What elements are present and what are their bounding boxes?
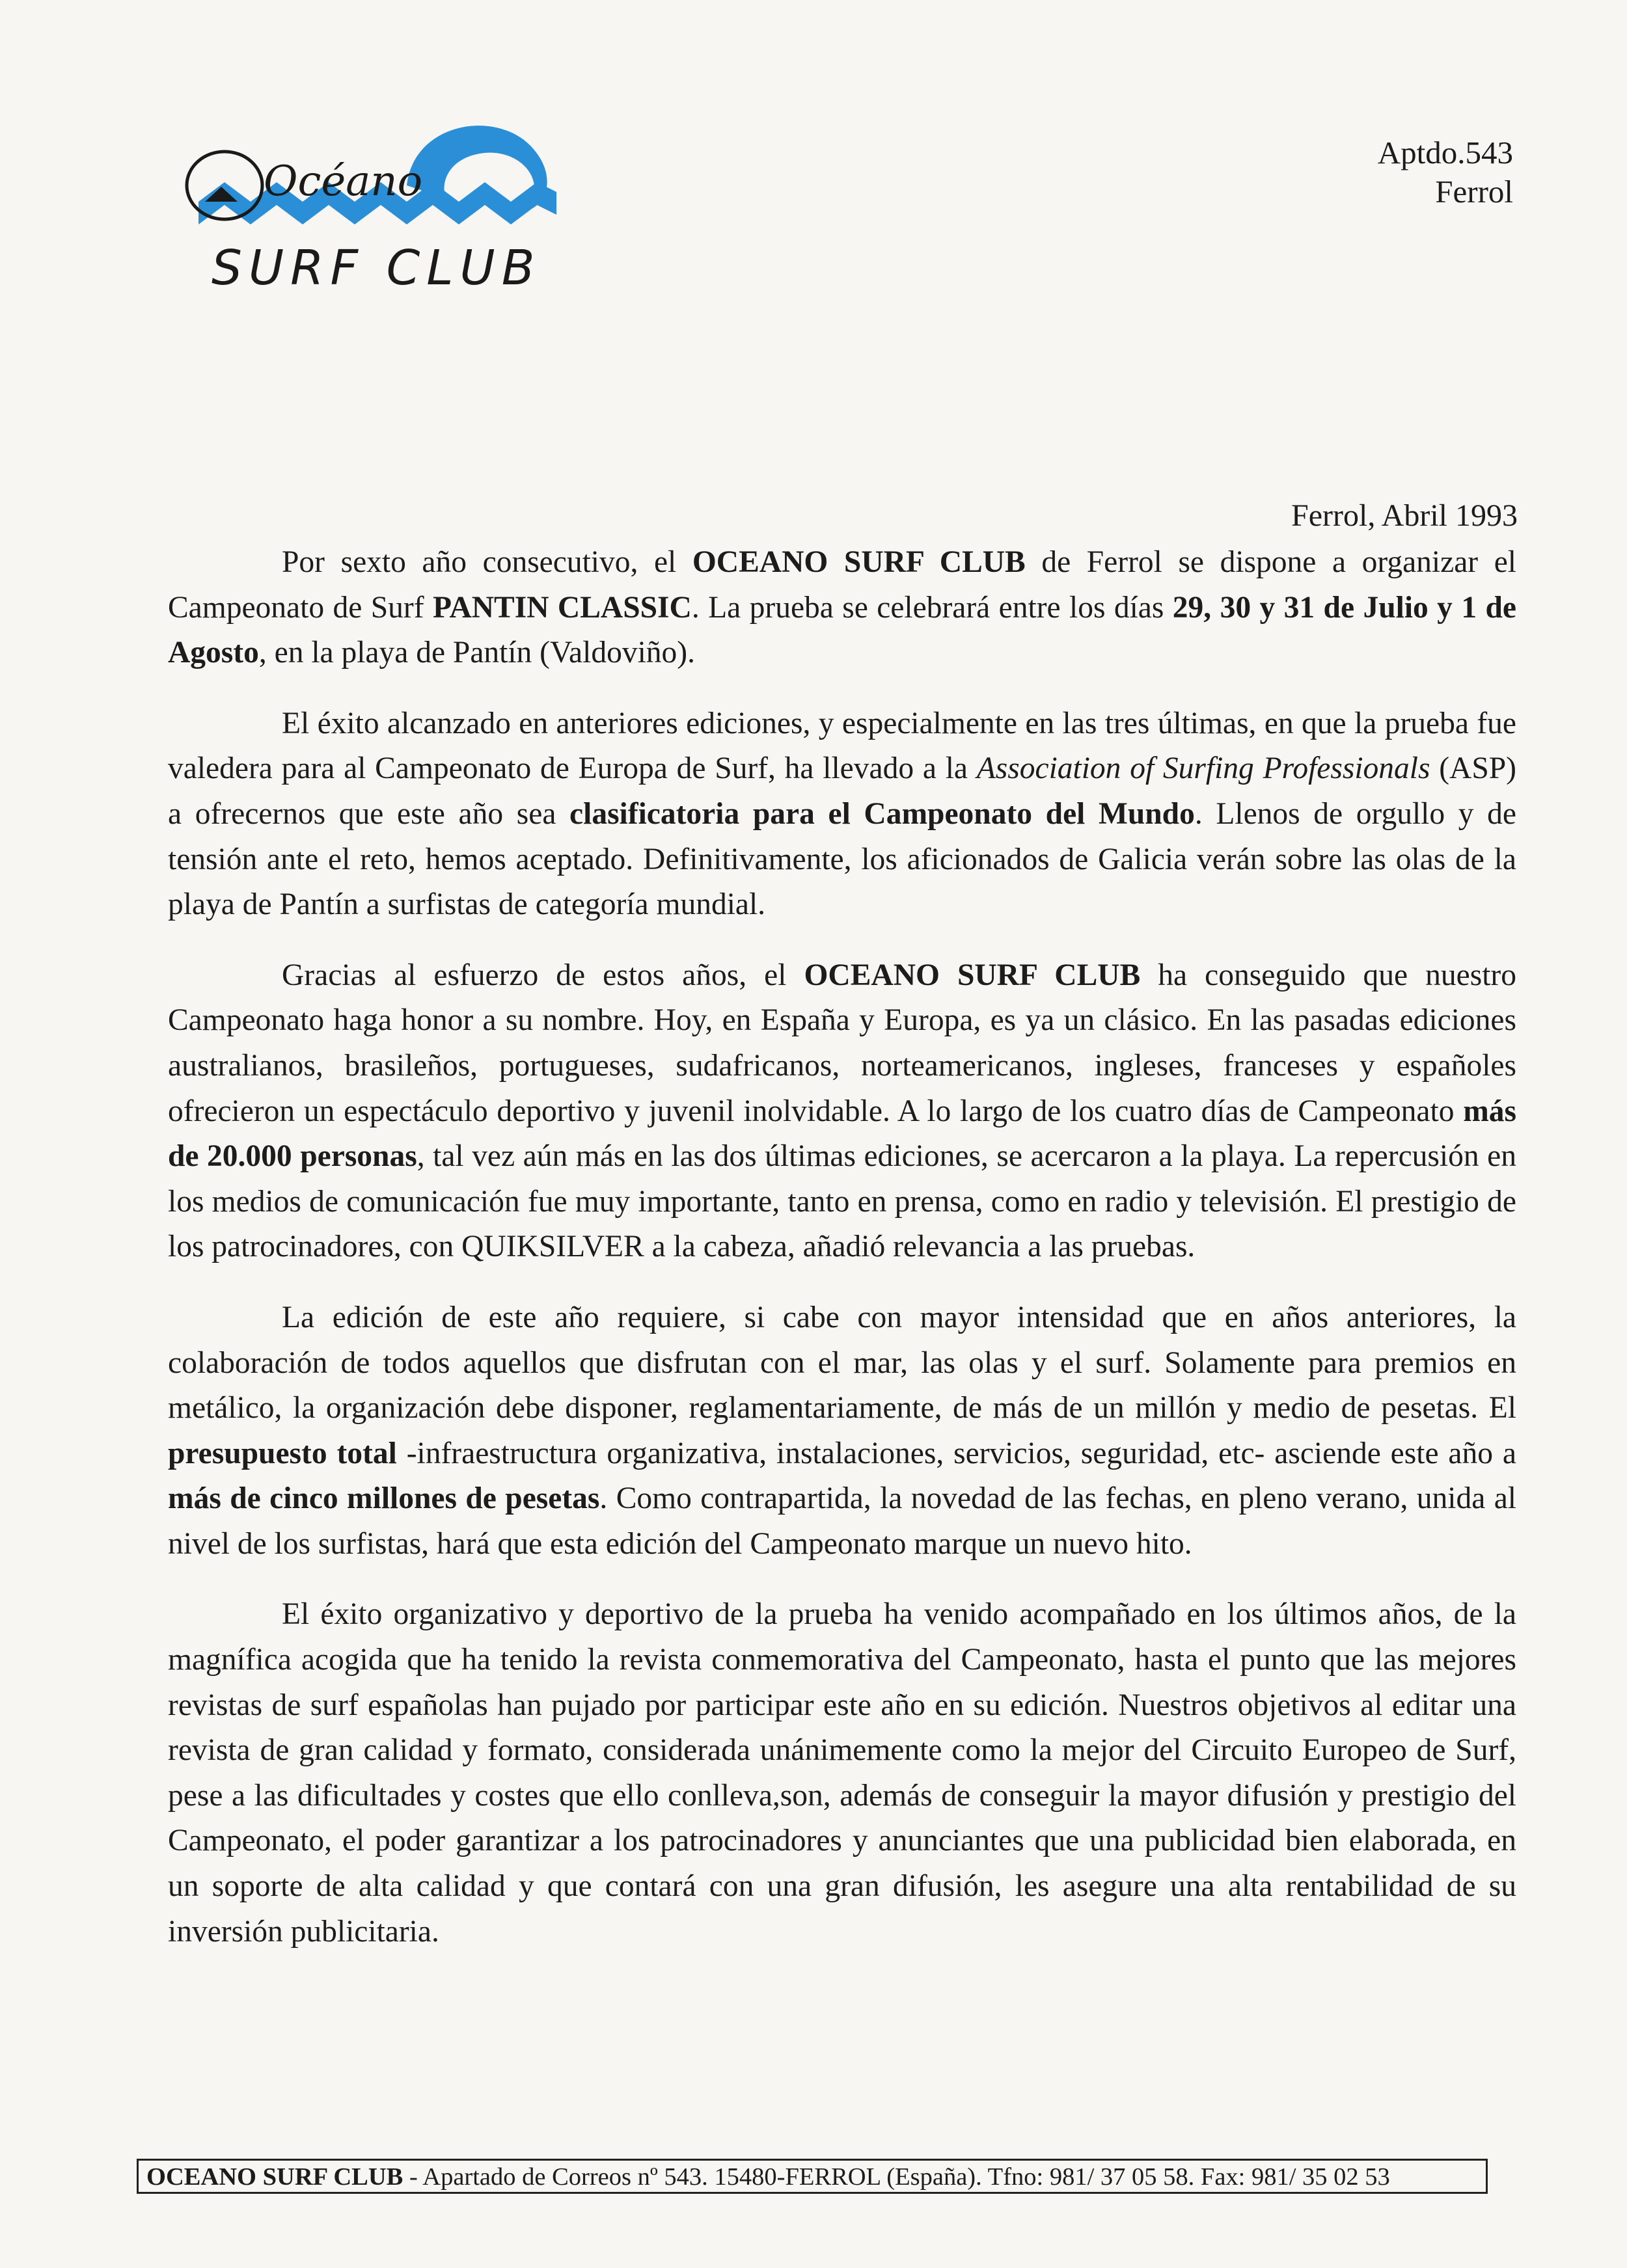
p4-budget: presupuesto total bbox=[168, 1436, 397, 1470]
paragraph-4 bbox=[168, 1295, 1516, 1567]
footer-details: - Apartado de Correos nº 543. 15480-FERROL (España). Tfno: 981/ 37 05 58. Fax: 981/ 35 02 53 bbox=[403, 2163, 1390, 2191]
letter-date: Ferrol, Abril 1993 bbox=[1291, 498, 1518, 533]
letter-body bbox=[168, 540, 1516, 1980]
wave-logo-icon bbox=[159, 114, 576, 303]
logo-subtitle: SURF CLUB bbox=[212, 240, 541, 296]
p3-attendance: más de 20.000 personas bbox=[168, 1094, 1516, 1174]
p3-club-name: OCEANO SURF CLUB bbox=[804, 958, 1141, 992]
p3-text-3: , tal vez aún más en las dos últimas ediciones, se acercaron a la playa. La repercusión en los medios de comunicación fue muy importante, tanto en prensa, como en radio y televisión. El prestigio de los patrocinadores, con QUIKSILVER a la cabeza, añadió relevancia a las pruebas. bbox=[168, 1139, 1516, 1264]
header-address bbox=[1378, 133, 1513, 211]
p1-club-name: OCEANO SURF CLUB bbox=[692, 545, 1026, 579]
paragraph-5 bbox=[168, 1592, 1516, 1954]
paragraph-1 bbox=[168, 540, 1516, 676]
club-logo bbox=[159, 114, 576, 303]
footer-club-name: OCEANO SURF CLUB bbox=[146, 2163, 403, 2191]
p2-qualifier: clasificatoria para el Campeonato del Mundo bbox=[569, 796, 1195, 831]
p2-text-3: . Llenos de orgullo y de tensión ante el reto, hemos aceptado. Definitivamente, los aficionados de Galicia verán sobre las olas de la playa de Pantín a surfistas de categoría mundial. bbox=[168, 796, 1516, 922]
logo-script-text: Océano bbox=[264, 157, 423, 206]
p1-event-dates: 29, 30 y 31 de Julio y 1 de Agosto bbox=[168, 590, 1516, 670]
p4-text-2: -infraestructura organizativa, instalaciones, servicios, seguridad, etc- asciende este año a bbox=[396, 1436, 1516, 1470]
p4-text-1: La edición de este año requiere, si cabe con mayor intensidad que en años anteriores, la colaboración de todos aquellos que disfrutan con el mar, las olas y el surf. Solamente para premios en metálico, la organización debe disponer, reglamentariamente, de más de un millón y medio de pesetas. El bbox=[168, 1300, 1516, 1425]
p2-text-2: (ASP) a ofrecernos que este año sea bbox=[168, 751, 1517, 831]
p5-text-1: El éxito organizativo y deportivo de la prueba ha venido acompañado en los últimos años, de la magnífica acogida que ha tenido la revista conmemorativa del Campeonato, hasta el punto que las mejores revistas de surf españolas han pujado por participar este año en su edición. Nuestros objetivos al editar una revista de gran calidad y formato, considerada unánimemente como la mejor del Circuito Europeo de Surf, pese a las dificultades y costes que ello conlleva,son, además de conseguir la mayor difusión y prestigio del Campeonato, el poder garantizar a los patrocinadores y anunciantes que una publicidad bien elaborada, en un soporte de alta calidad y que contará con una gran difusión, les asegure una alta rentabilidad de su inversión publicitaria. bbox=[168, 1597, 1516, 1949]
p3-text-2: ha conseguido que nuestro Campeonato haga honor a su nombre. Hoy, en España y Europa, es ya un clásico. En las pasadas ediciones australianos, brasileños, portugueses, sudafricanos, norteamericanos, ingleses, franceses y españoles ofrecieron un espectáculo deportivo y juvenil inolvidable. A lo largo de los cuatro días de Campeonato bbox=[168, 958, 1516, 1128]
address-line-1: Aptdo.543 bbox=[1377, 135, 1513, 170]
address-line-2: Ferrol bbox=[1435, 174, 1513, 209]
p4-text-3: . Como contrapartida, la novedad de las fechas, en pleno verano, unida al nivel de los surfistas, hará que esta edición del Campeonato marque un nuevo hito. bbox=[168, 1481, 1517, 1561]
p2-association: Association of Surfing Professionals bbox=[976, 751, 1430, 786]
p1-text-2: de Ferrol se dispone a organizar el Campeonato de Surf bbox=[168, 545, 1516, 625]
paragraph-2 bbox=[168, 701, 1516, 928]
p1-text-3: . La prueba se celebrará entre los días bbox=[691, 590, 1173, 625]
p1-event-name: PANTIN CLASSIC bbox=[432, 590, 692, 625]
p2-text-1: El éxito alcanzado en anteriores ediciones, y especialmente en las tres últimas, en que la prueba fue valedera para al Campeonato de Europa de Surf, ha llevado a la bbox=[168, 706, 1516, 786]
p1-text-4: , en la playa de Pantín (Valdoviño). bbox=[258, 636, 695, 670]
p1-text-1: Por sexto año consecutivo, el bbox=[282, 545, 692, 579]
footer-contact-box bbox=[137, 2159, 1488, 2194]
p4-budget-amount: más de cinco millones de pesetas bbox=[168, 1481, 600, 1516]
paragraph-3 bbox=[168, 953, 1516, 1270]
p3-text-1: Gracias al esfuerzo de estos años, el bbox=[282, 958, 804, 992]
